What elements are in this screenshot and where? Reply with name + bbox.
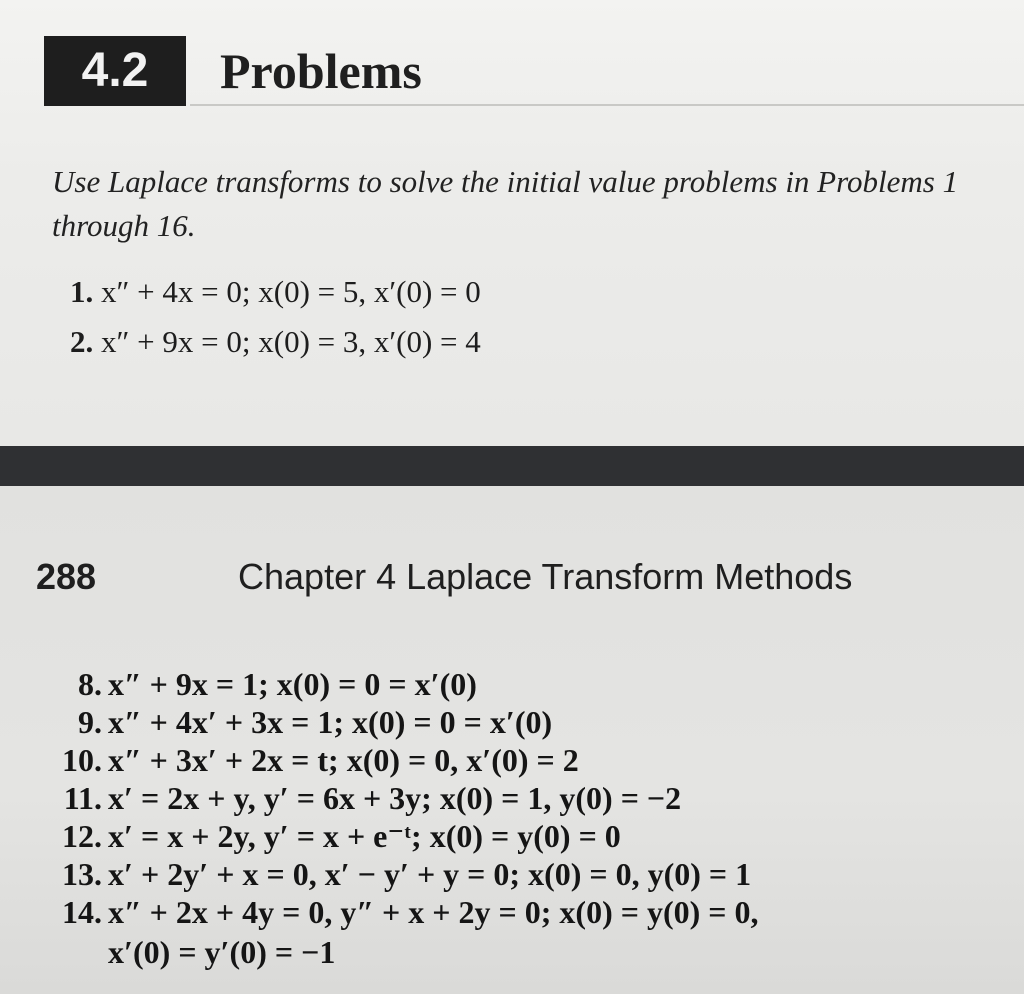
chapter-title: Chapter 4 Laplace Transform Methods bbox=[238, 556, 853, 597]
problem-number: 10. bbox=[62, 742, 102, 778]
problem-continuation: x′(0) = y′(0) = −1 bbox=[108, 934, 336, 970]
problem-item bbox=[70, 272, 481, 312]
problem-item bbox=[44, 704, 552, 740]
problem-number: 9. bbox=[78, 704, 102, 740]
problem-item bbox=[44, 856, 751, 892]
problem-number: 11. bbox=[63, 780, 102, 816]
problem-equation: x″ + 4x = 0; x(0) = 5, x′(0) = 0 bbox=[101, 274, 481, 309]
problem-number: 8. bbox=[78, 666, 102, 702]
problem-item bbox=[70, 322, 481, 362]
problem-equation: x′ + 2y′ + x = 0, x′ − y′ + y = 0; x(0) = 0, y(0) = 1 bbox=[108, 856, 752, 892]
section-title: Problems bbox=[220, 43, 422, 99]
problem-number: 13. bbox=[62, 856, 102, 892]
problem-number: 2. bbox=[70, 324, 94, 359]
problem-instructions: Use Laplace transforms to solve the initial value problems in Problems 1 through 16. bbox=[52, 164, 959, 243]
problem-equation: x′ = 2x + y, y′ = 6x + 3y; x(0) = 1, y(0) = −2 bbox=[108, 780, 682, 816]
problem-number: 1. bbox=[70, 274, 94, 309]
problem-number: 14. bbox=[62, 894, 102, 930]
problem-item bbox=[44, 894, 759, 930]
problem-item bbox=[44, 666, 477, 702]
problem-item bbox=[44, 818, 621, 854]
problem-equation: x″ + 3x′ + 2x = t; x(0) = 0, x′(0) = 2 bbox=[108, 742, 579, 778]
problem-equation: x″ + 9x = 1; x(0) = 0 = x′(0) bbox=[108, 666, 477, 702]
problem-equation: x′ = x + 2y, y′ = x + e⁻ᵗ; x(0) = y(0) = 0 bbox=[108, 818, 621, 854]
page-divider-band bbox=[0, 446, 1024, 486]
problem-equation: x″ + 9x = 0; x(0) = 3, x′(0) = 4 bbox=[101, 324, 481, 359]
problem-number: 12. bbox=[62, 818, 102, 854]
section-number-badge: 4.2 bbox=[44, 36, 186, 106]
problem-equation: x″ + 4x′ + 3x = 1; x(0) = 0 = x′(0) bbox=[108, 704, 553, 740]
problem-equation: x″ + 2x + 4y = 0, y″ + x + 2y = 0; x(0) = y(0) = 0, bbox=[108, 894, 759, 930]
page-number: 288 bbox=[36, 556, 97, 597]
problem-item bbox=[44, 780, 681, 816]
problem-item bbox=[44, 742, 579, 778]
